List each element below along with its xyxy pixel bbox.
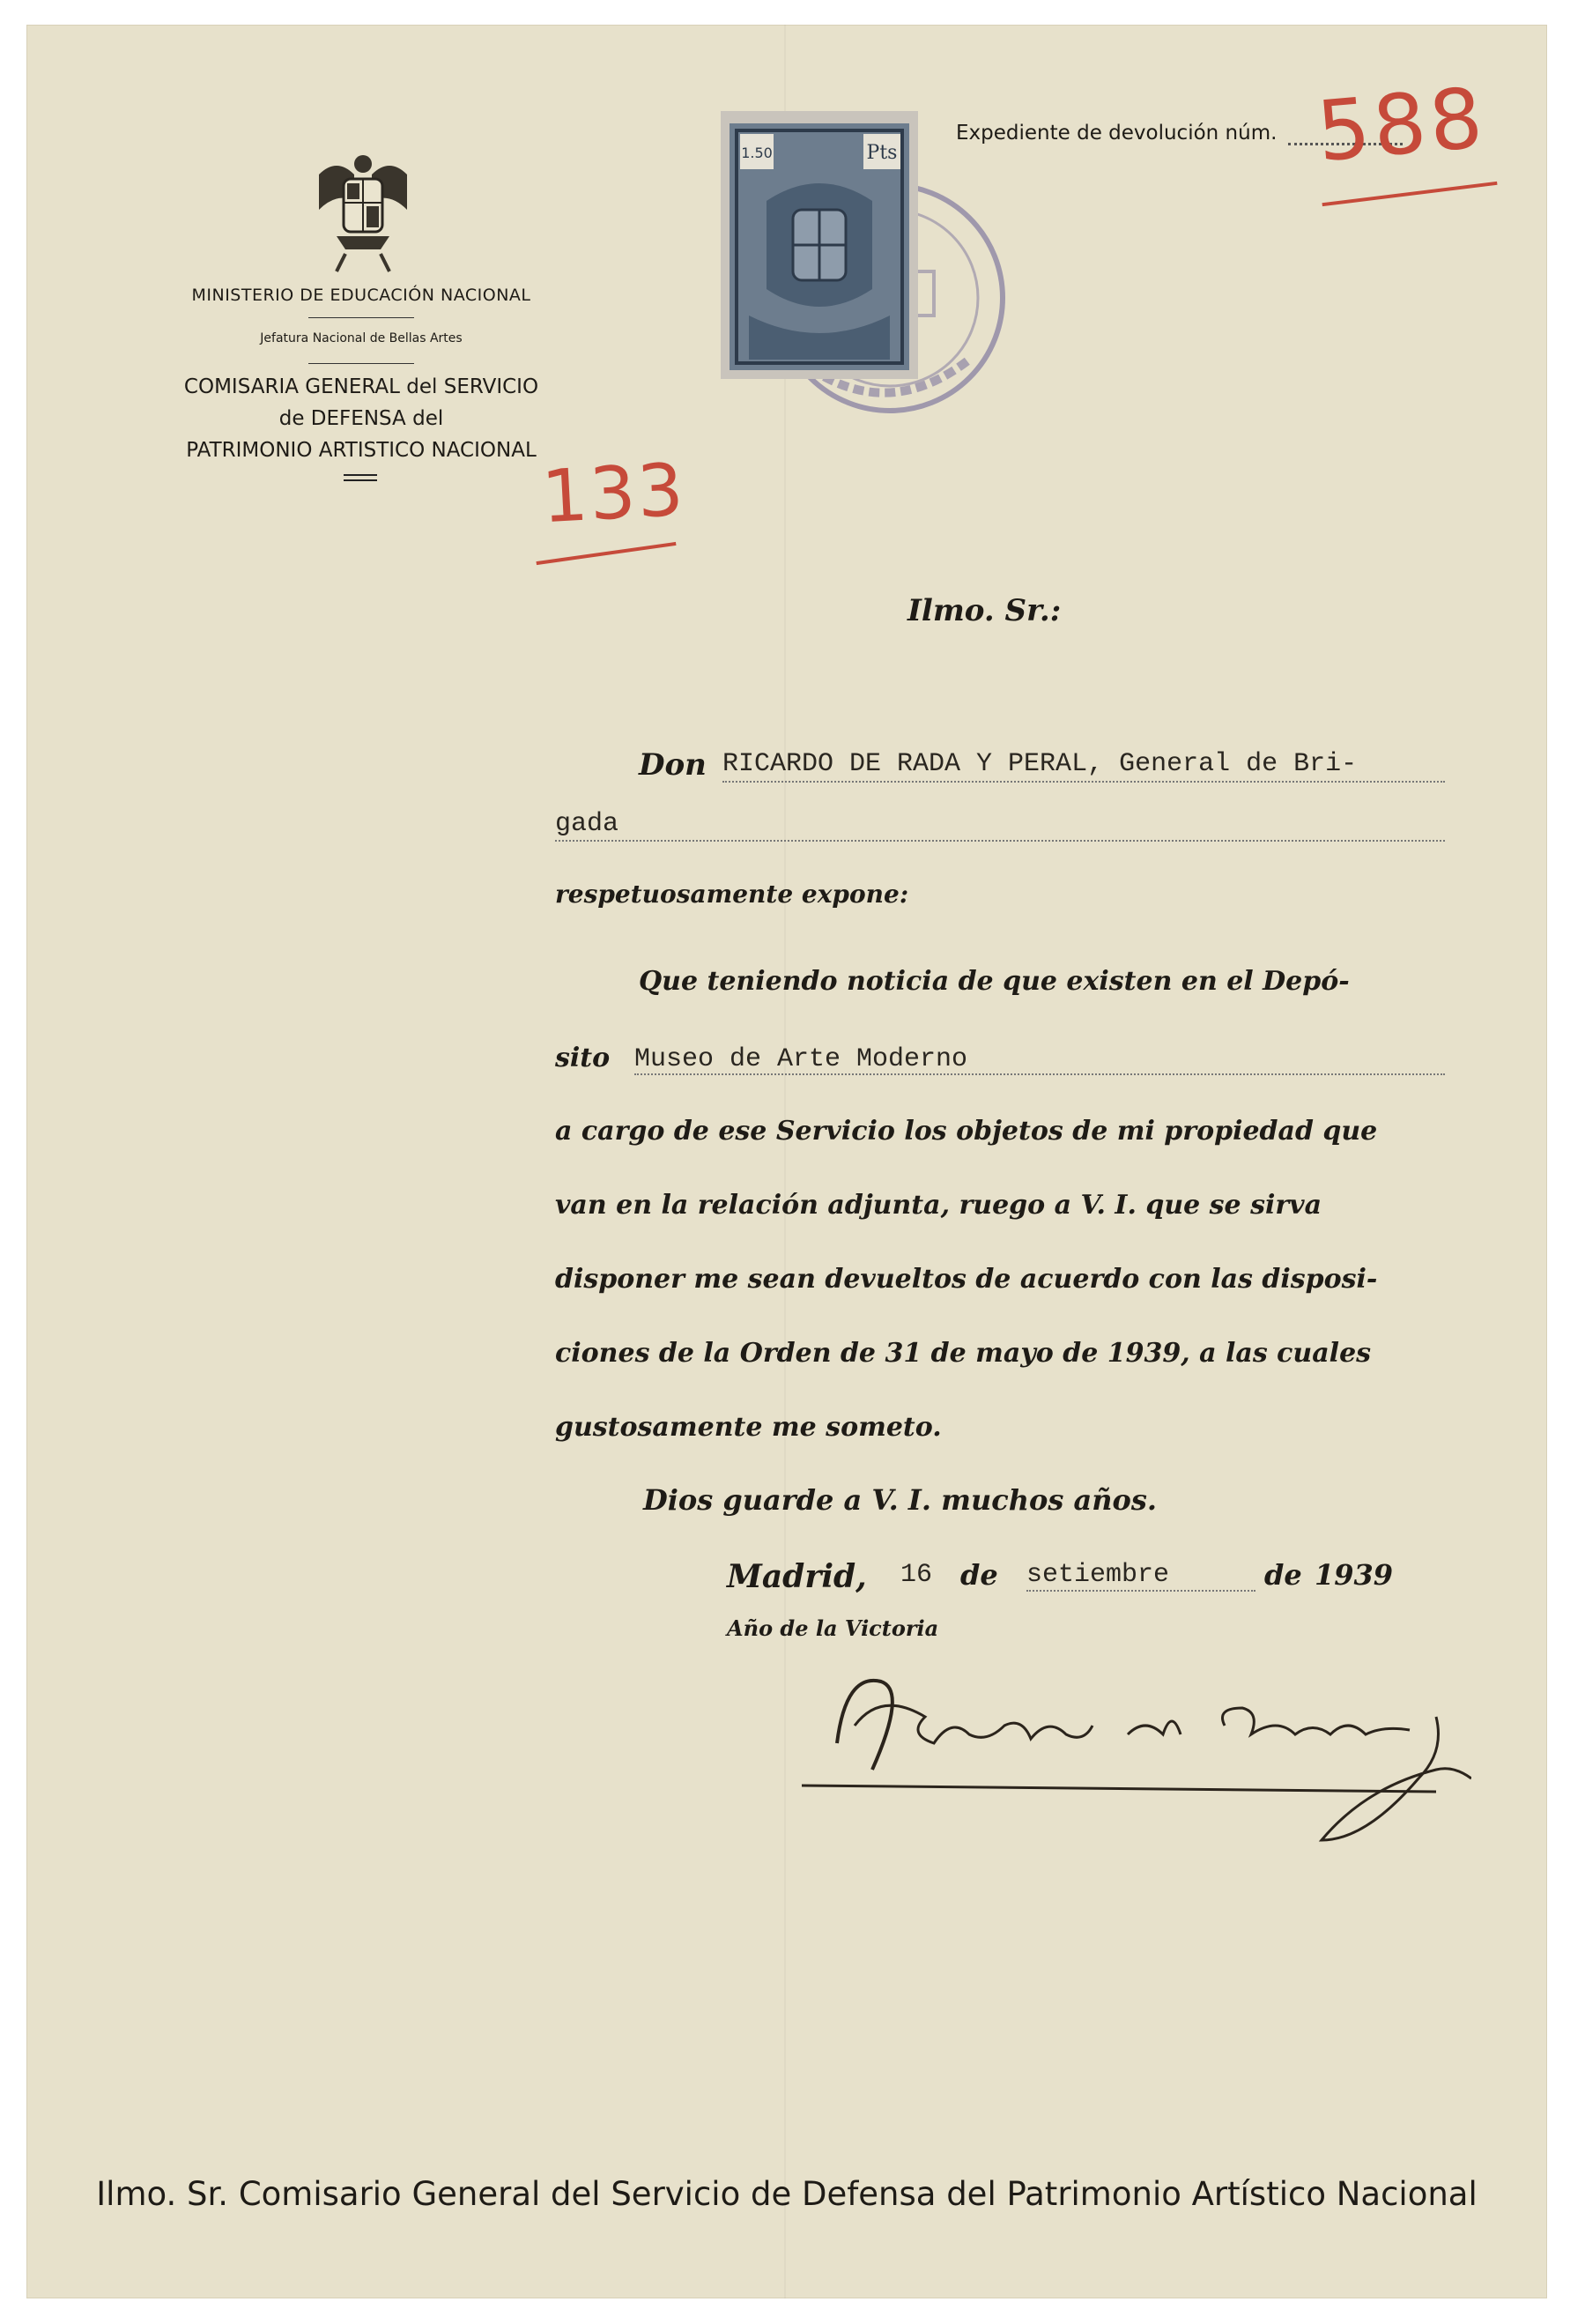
paragraph-line: gustosamente me someto. [555,1412,942,1443]
year-motto: Año de la Victoria [727,1615,939,1641]
expediente-label: Expediente de devolución núm. [956,122,1278,145]
date-preposition: de [1264,1558,1302,1592]
coat-of-arms-emblem [310,148,416,280]
comisaria-line3: PATRIMONIO ARTISTICO NACIONAL [186,439,537,462]
handwritten-signature [802,1637,1471,1849]
date-preposition: de [960,1558,998,1592]
date-city: Madrid, [727,1558,867,1595]
dotted-line [722,781,1445,783]
annotation-number: 133 [539,448,687,540]
letterhead-rule [308,317,414,318]
paragraph-line: van en la relación adjunta, ruego a V. I. que se sirva [555,1190,1322,1221]
stamp-unit: Pts [866,142,898,164]
dotted-line [1026,1590,1255,1592]
paragraph-line: Que teniendo noticia de que existen en el Depó- [639,966,1350,997]
deposit-name: Museo de Arte Moderno [634,1044,968,1074]
letterhead-double-rule [344,474,377,481]
comisaria-line1: COMISARIA GENERAL del SERVICIO [183,375,539,398]
stamp-value: 1.50 [741,145,773,161]
petitioner-name: RICARDO DE RADA Y PERAL, General de Bri- [722,749,1358,779]
red-underline [537,542,677,565]
paragraph-line: a cargo de ese Servicio los objetos de mi propiedad que [555,1116,1378,1147]
red-underline [1322,182,1498,206]
date-year: 1939 [1315,1558,1394,1592]
comisaria-line2: de DEFENSA del [278,407,444,430]
paragraph-line: ciones de la Orden de 31 de mayo de 1939, a las cuales [555,1338,1372,1369]
paragraph-line: disponer me sean devueltos de acuerdo con las disposi- [555,1264,1378,1295]
ministry-name: MINISTERIO DE EDUCACIÓN NACIONAL [191,286,531,305]
expediente-number: 588 [1313,70,1490,182]
footer-addressee: Ilmo. Sr. Comisario General del Servicio de Defensa del Patrimonio Artístico Nacional [96,2175,1478,2213]
dotted-line [634,1073,1445,1075]
dotted-line [555,840,1445,842]
fiscal-revenue-stamp [714,104,925,386]
farewell: Dios guarde a V. I. muchos años. [643,1483,1158,1517]
don-label: Don [639,747,707,783]
expone-line: respetuosamente expone: [555,880,909,909]
salutation: Ilmo. Sr.: [907,593,1062,628]
letterhead-rule [308,363,414,364]
paragraph-line: sito [555,1043,611,1073]
petitioner-name-cont: gada [555,809,619,839]
date-month: setiembre [1026,1560,1170,1590]
jefatura-name: Jefatura Nacional de Bellas Artes [260,331,463,345]
date-day: 16 [900,1560,933,1590]
document-page [26,25,1547,2298]
